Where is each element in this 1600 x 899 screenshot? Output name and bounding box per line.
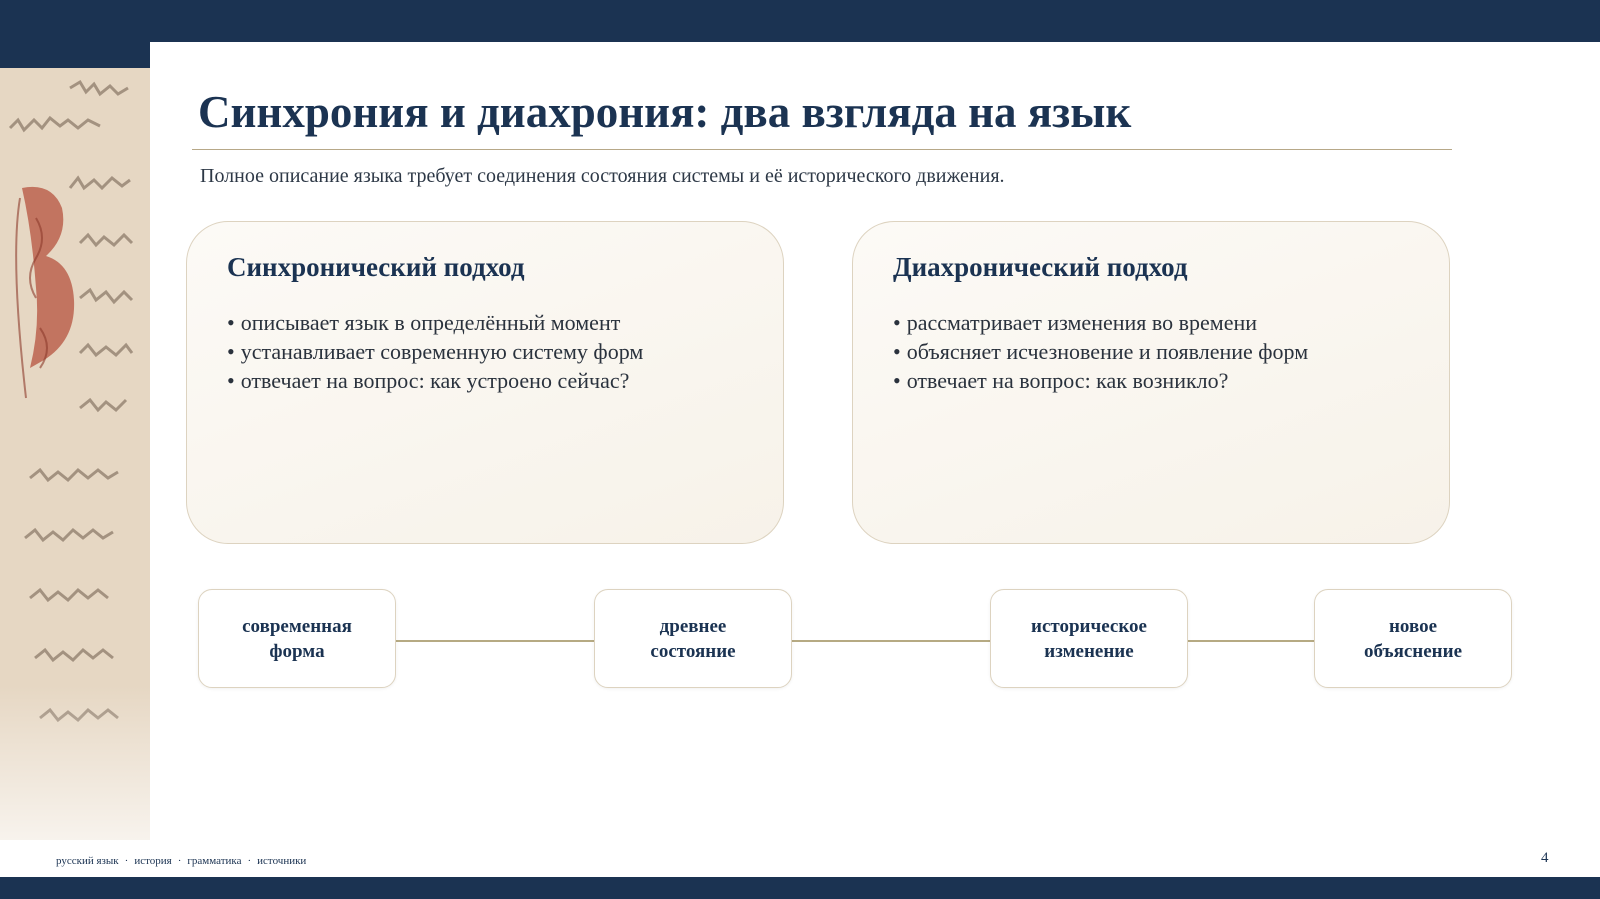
top-bar-accent bbox=[0, 42, 150, 68]
diachronic-bullets bbox=[893, 308, 1308, 395]
bullet-item: • описывает язык в определённый момент bbox=[227, 310, 621, 335]
flow-connector bbox=[396, 640, 594, 642]
bullet-item: • отвечает на вопрос: как устроено сейчас? bbox=[227, 368, 630, 393]
flow-connector bbox=[792, 640, 990, 642]
footer-separator: · bbox=[124, 855, 129, 867]
footer-separator: · bbox=[247, 855, 252, 867]
footer-item: русский язык bbox=[56, 855, 119, 867]
top-bar bbox=[0, 0, 1600, 42]
synchronic-bullets bbox=[227, 308, 643, 395]
footer-nav bbox=[56, 855, 306, 867]
footer-item: источники bbox=[257, 855, 307, 867]
footer-separator: · bbox=[177, 855, 182, 867]
bullet-item: • отвечает на вопрос: как возникло? bbox=[893, 368, 1229, 393]
synchronic-card bbox=[186, 221, 784, 544]
bullet-item: • объясняет исчезновение и появление форм bbox=[893, 339, 1309, 364]
flow-node-modern-form: современная форма bbox=[198, 589, 396, 688]
bullet-item: • устанавливает современную систему форм bbox=[227, 339, 644, 364]
synchronic-heading: Синхронический подход bbox=[227, 252, 525, 282]
footer-item: история bbox=[134, 855, 172, 867]
diachronic-heading: Диахронический подход bbox=[893, 252, 1188, 282]
manuscript-image bbox=[0, 68, 150, 840]
flow-node-ancient-state: древнее состояние bbox=[594, 589, 792, 688]
slide-subtitle: Полное описание языка требует соединения состояния системы и её исторического движения. bbox=[200, 165, 1005, 187]
footer-item: грамматика bbox=[187, 855, 242, 867]
flow-connector bbox=[1188, 640, 1314, 642]
title-divider bbox=[192, 149, 1452, 150]
bullet-item: • рассматривает изменения во времени bbox=[893, 310, 1258, 335]
slide-title: Синхрония и диахрония: два взгляда на язык bbox=[198, 87, 1132, 137]
flow-node-new-explanation: новое объяснение bbox=[1314, 589, 1512, 688]
flow-node-historical-change: историческое изменение bbox=[990, 589, 1188, 688]
page-number: 4 bbox=[1541, 850, 1549, 866]
bottom-bar bbox=[0, 877, 1600, 899]
diachronic-card bbox=[852, 221, 1450, 544]
